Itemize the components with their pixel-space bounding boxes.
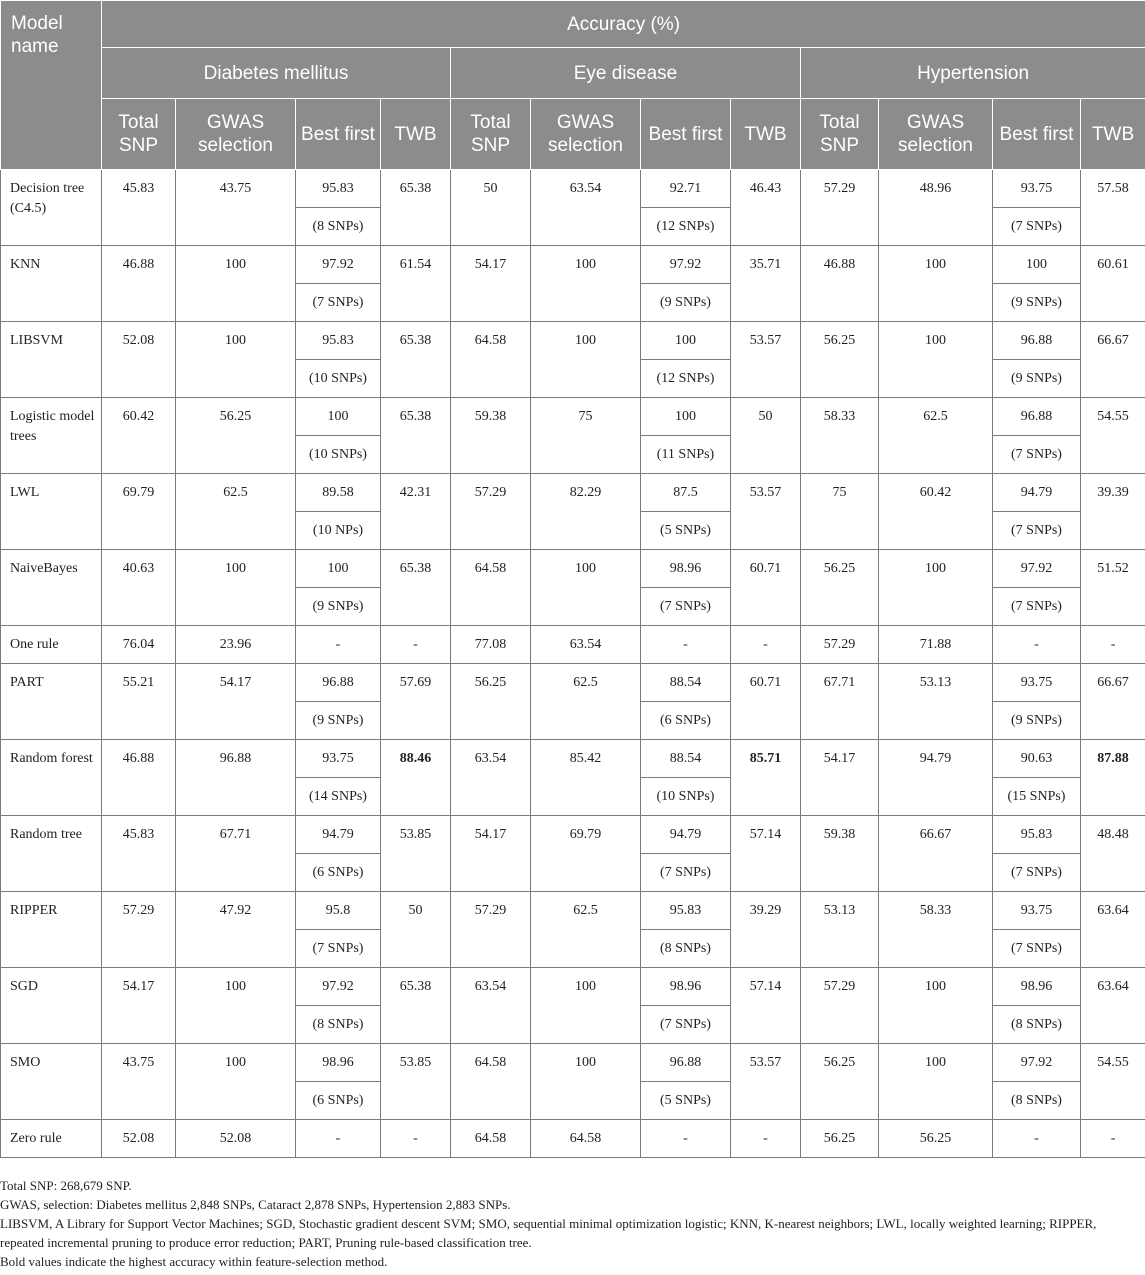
cell-dm-best-first: 89.58 <box>296 474 381 512</box>
model-name-cell: Decision tree (C4.5) <box>1 170 102 246</box>
col-best-first: Best first <box>993 99 1081 170</box>
table-row <box>1 892 1145 930</box>
cell-eye-best-first: 97.92 <box>641 246 731 284</box>
cell-ht-total-snp: 75 <box>801 474 879 550</box>
cell-dm-gwas-selection: 56.25 <box>176 398 296 474</box>
cell-eye-total-snp: 56.25 <box>451 664 531 740</box>
cell-ht-best-first: 93.75 <box>993 892 1081 930</box>
cell-dm-total-snp: 69.79 <box>102 474 176 550</box>
cell-eye-best-first: - <box>641 626 731 664</box>
cell-eye-total-snp: 64.58 <box>451 322 531 398</box>
cell-ht-gwas-selection: 56.25 <box>879 1120 993 1158</box>
cell-ht-twb: 60.61 <box>1081 246 1145 322</box>
cell-dm-best-first: 94.79 <box>296 816 381 854</box>
cell-eye-total-snp: 64.58 <box>451 1044 531 1120</box>
model-name-cell: Random forest <box>1 740 102 816</box>
cell-eye-best-first: 96.88 <box>641 1044 731 1082</box>
footnote-gwas: GWAS, selection: Diabetes mellitus 2,848 SNPs, Cataract 2,878 SNPs, Hypertension 2,883 SNPs. <box>0 1197 511 1212</box>
cell-dm-best-first-snps: (6 SNPs) <box>296 854 381 892</box>
cell-eye-best-first-snps: (11 SNPs) <box>641 436 731 474</box>
footnote-total-snp: Total SNP: 268,679 SNP. <box>0 1178 132 1193</box>
col-total-snp: Total SNP <box>102 99 176 170</box>
cell-eye-best-first: 92.71 <box>641 170 731 208</box>
cell-dm-best-first-snps: (10 SNPs) <box>296 436 381 474</box>
model-name-cell: LIBSVM <box>1 322 102 398</box>
cell-eye-total-snp: 64.58 <box>451 550 531 626</box>
table-row <box>1 968 1145 1006</box>
model-name-cell: One rule <box>1 626 102 664</box>
cell-ht-twb: 54.55 <box>1081 1044 1145 1120</box>
model-name-header: Model name <box>1 1 102 170</box>
cell-eye-gwas-selection: 100 <box>531 322 641 398</box>
footnote-abbreviations: LIBSVM, A Library for Support Vector Machines; SGD, Stochastic gradient descent SVM; SMO, sequential minimal optimization logistic; KNN, K-nearest neighbors; LWL, locally weighted learning; RIPPER, repeated incremental pruning to produce error reduction; PART, Pruning rule-based classification tree. <box>0 1216 1097 1250</box>
col-twb: TWB <box>1081 99 1145 170</box>
cell-ht-gwas-selection: 71.88 <box>879 626 993 664</box>
cell-eye-gwas-selection: 75 <box>531 398 641 474</box>
cell-ht-gwas-selection: 62.5 <box>879 398 993 474</box>
cell-eye-twb: 53.57 <box>731 322 801 398</box>
cell-eye-best-first-snps: (7 SNPs) <box>641 1006 731 1044</box>
cell-ht-twb: 66.67 <box>1081 322 1145 398</box>
table-header <box>1 1 1145 170</box>
cell-dm-total-snp: 46.88 <box>102 246 176 322</box>
cell-ht-total-snp: 54.17 <box>801 740 879 816</box>
cell-ht-gwas-selection: 100 <box>879 550 993 626</box>
col-total-snp: Total SNP <box>451 99 531 170</box>
cell-ht-total-snp: 56.25 <box>801 550 879 626</box>
cell-ht-twb: 54.55 <box>1081 398 1145 474</box>
cell-eye-best-first: 87.5 <box>641 474 731 512</box>
cell-ht-best-first-snps: (7 SNPs) <box>993 208 1081 246</box>
cell-ht-gwas-selection: 53.13 <box>879 664 993 740</box>
table-row <box>1 740 1145 778</box>
col-total-snp: Total SNP <box>801 99 879 170</box>
cell-ht-gwas-selection: 100 <box>879 246 993 322</box>
table-row <box>1 816 1145 854</box>
table-footnotes <box>0 1176 1138 1271</box>
cell-eye-total-snp: 63.54 <box>451 740 531 816</box>
cell-ht-best-first-snps: (8 SNPs) <box>993 1082 1081 1120</box>
cell-eye-total-snp: 54.17 <box>451 816 531 892</box>
cell-ht-best-first: - <box>993 626 1081 664</box>
cell-dm-gwas-selection: 96.88 <box>176 740 296 816</box>
cell-eye-best-first-snps: (7 SNPs) <box>641 588 731 626</box>
cell-ht-best-first: - <box>993 1120 1081 1158</box>
cell-eye-best-first-snps: (12 SNPs) <box>641 360 731 398</box>
cell-dm-best-first-snps: (8 SNPs) <box>296 1006 381 1044</box>
cell-ht-best-first: 98.96 <box>993 968 1081 1006</box>
cell-eye-twb: 39.29 <box>731 892 801 968</box>
col-twb: TWB <box>731 99 801 170</box>
footnote-bold: Bold values indicate the highest accuracy within feature-selection method. <box>0 1254 388 1269</box>
cell-eye-twb: 35.71 <box>731 246 801 322</box>
table-row <box>1 322 1145 360</box>
cell-eye-total-snp: 57.29 <box>451 892 531 968</box>
cell-dm-twb: 53.85 <box>381 816 451 892</box>
cell-dm-best-first: - <box>296 626 381 664</box>
cell-ht-best-first: 97.92 <box>993 550 1081 588</box>
col-best-first: Best first <box>296 99 381 170</box>
model-name-cell: NaiveBayes <box>1 550 102 626</box>
table-row <box>1 1120 1145 1158</box>
cell-eye-best-first: 98.96 <box>641 968 731 1006</box>
cell-ht-best-first-snps: (9 SNPs) <box>993 702 1081 740</box>
cell-dm-twb: - <box>381 1120 451 1158</box>
cell-dm-twb: 61.54 <box>381 246 451 322</box>
cell-eye-twb: 50 <box>731 398 801 474</box>
model-name-cell: Zero rule <box>1 1120 102 1158</box>
cell-ht-gwas-selection: 100 <box>879 968 993 1044</box>
cell-ht-twb: 63.64 <box>1081 968 1145 1044</box>
cell-dm-total-snp: 45.83 <box>102 170 176 246</box>
cell-ht-best-first: 94.79 <box>993 474 1081 512</box>
cell-ht-best-first: 96.88 <box>993 322 1081 360</box>
cell-dm-gwas-selection: 100 <box>176 550 296 626</box>
cell-eye-total-snp: 63.54 <box>451 968 531 1044</box>
cell-dm-best-first: 98.96 <box>296 1044 381 1082</box>
model-name-cell: PART <box>1 664 102 740</box>
cell-dm-twb: 50 <box>381 892 451 968</box>
group-header-eye-disease: Eye disease <box>451 48 801 99</box>
cell-dm-total-snp: 57.29 <box>102 892 176 968</box>
model-name-cell: LWL <box>1 474 102 550</box>
cell-eye-gwas-selection: 64.58 <box>531 1120 641 1158</box>
cell-dm-total-snp: 60.42 <box>102 398 176 474</box>
cell-eye-twb: 60.71 <box>731 550 801 626</box>
cell-dm-twb: 65.38 <box>381 170 451 246</box>
cell-dm-twb: 57.69 <box>381 664 451 740</box>
table-row <box>1 550 1145 588</box>
cell-ht-twb: 87.88 <box>1081 740 1145 816</box>
col-gwas-selection: GWAS selection <box>879 99 993 170</box>
cell-eye-best-first-snps: (8 SNPs) <box>641 930 731 968</box>
cell-dm-best-first: 100 <box>296 398 381 436</box>
col-gwas-selection: GWAS selection <box>176 99 296 170</box>
cell-eye-gwas-selection: 100 <box>531 1044 641 1120</box>
cell-eye-gwas-selection: 100 <box>531 550 641 626</box>
cell-dm-gwas-selection: 67.71 <box>176 816 296 892</box>
cell-dm-best-first-snps: (7 SNPs) <box>296 930 381 968</box>
cell-dm-gwas-selection: 100 <box>176 322 296 398</box>
cell-dm-best-first-snps: (10 NPs) <box>296 512 381 550</box>
cell-ht-total-snp: 57.29 <box>801 170 879 246</box>
cell-ht-best-first: 97.92 <box>993 1044 1081 1082</box>
cell-eye-best-first: 94.79 <box>641 816 731 854</box>
model-name-cell: Logistic model trees <box>1 398 102 474</box>
cell-dm-best-first-snps: (8 SNPs) <box>296 208 381 246</box>
table-row <box>1 246 1145 284</box>
cell-dm-gwas-selection: 100 <box>176 246 296 322</box>
cell-eye-gwas-selection: 69.79 <box>531 816 641 892</box>
cell-dm-best-first: 97.92 <box>296 968 381 1006</box>
cell-ht-total-snp: 67.71 <box>801 664 879 740</box>
cell-ht-gwas-selection: 100 <box>879 1044 993 1120</box>
cell-eye-best-first-snps: (12 SNPs) <box>641 208 731 246</box>
cell-dm-best-first: 97.92 <box>296 246 381 284</box>
cell-dm-twb: 65.38 <box>381 968 451 1044</box>
cell-ht-twb: - <box>1081 1120 1145 1158</box>
cell-eye-total-snp: 77.08 <box>451 626 531 664</box>
cell-dm-best-first-snps: (9 SNPs) <box>296 588 381 626</box>
cell-ht-best-first-snps: (9 SNPs) <box>993 360 1081 398</box>
cell-ht-best-first-snps: (7 SNPs) <box>993 588 1081 626</box>
cell-dm-gwas-selection: 62.5 <box>176 474 296 550</box>
cell-dm-best-first: 95.83 <box>296 322 381 360</box>
cell-eye-best-first-snps: (5 SNPs) <box>641 1082 731 1120</box>
cell-dm-best-first: 100 <box>296 550 381 588</box>
cell-dm-total-snp: 43.75 <box>102 1044 176 1120</box>
cell-ht-best-first-snps: (7 SNPs) <box>993 512 1081 550</box>
model-name-cell: Random tree <box>1 816 102 892</box>
cell-dm-total-snp: 76.04 <box>102 626 176 664</box>
table-row <box>1 664 1145 702</box>
cell-eye-total-snp: 50 <box>451 170 531 246</box>
cell-eye-gwas-selection: 63.54 <box>531 170 641 246</box>
cell-ht-total-snp: 56.25 <box>801 1120 879 1158</box>
cell-ht-total-snp: 58.33 <box>801 398 879 474</box>
cell-dm-total-snp: 52.08 <box>102 322 176 398</box>
cell-eye-best-first-snps: (6 SNPs) <box>641 702 731 740</box>
cell-eye-total-snp: 64.58 <box>451 1120 531 1158</box>
cell-dm-twb: 65.38 <box>381 550 451 626</box>
cell-ht-twb: 66.67 <box>1081 664 1145 740</box>
cell-eye-twb: 53.57 <box>731 1044 801 1120</box>
cell-dm-gwas-selection: 100 <box>176 968 296 1044</box>
cell-dm-gwas-selection: 43.75 <box>176 170 296 246</box>
model-name-cell: KNN <box>1 246 102 322</box>
cell-ht-total-snp: 46.88 <box>801 246 879 322</box>
table-row <box>1 626 1145 664</box>
cell-ht-gwas-selection: 48.96 <box>879 170 993 246</box>
cell-eye-twb: 60.71 <box>731 664 801 740</box>
cell-eye-twb: 57.14 <box>731 968 801 1044</box>
cell-eye-twb: 46.43 <box>731 170 801 246</box>
cell-ht-gwas-selection: 58.33 <box>879 892 993 968</box>
cell-ht-best-first: 93.75 <box>993 664 1081 702</box>
cell-ht-best-first-snps: (15 SNPs) <box>993 778 1081 816</box>
cell-ht-twb: - <box>1081 626 1145 664</box>
cell-ht-best-first-snps: (9 SNPs) <box>993 284 1081 322</box>
cell-dm-best-first: 95.8 <box>296 892 381 930</box>
cell-dm-twb: 88.46 <box>381 740 451 816</box>
cell-eye-total-snp: 59.38 <box>451 398 531 474</box>
cell-eye-gwas-selection: 85.42 <box>531 740 641 816</box>
cell-ht-total-snp: 57.29 <box>801 968 879 1044</box>
cell-dm-best-first-snps: (6 SNPs) <box>296 1082 381 1120</box>
table-row <box>1 474 1145 512</box>
cell-ht-best-first: 93.75 <box>993 170 1081 208</box>
cell-dm-gwas-selection: 52.08 <box>176 1120 296 1158</box>
cell-eye-total-snp: 57.29 <box>451 474 531 550</box>
cell-eye-best-first-snps: (9 SNPs) <box>641 284 731 322</box>
cell-ht-twb: 57.58 <box>1081 170 1145 246</box>
cell-eye-twb: - <box>731 1120 801 1158</box>
cell-eye-twb: 57.14 <box>731 816 801 892</box>
cell-dm-gwas-selection: 47.92 <box>176 892 296 968</box>
accuracy-header: Accuracy (%) <box>102 1 1145 48</box>
col-twb: TWB <box>381 99 451 170</box>
cell-ht-best-first: 95.83 <box>993 816 1081 854</box>
group-header-hypertension: Hypertension <box>801 48 1145 99</box>
cell-dm-best-first: - <box>296 1120 381 1158</box>
cell-dm-twb: 65.38 <box>381 322 451 398</box>
cell-ht-gwas-selection: 60.42 <box>879 474 993 550</box>
cell-dm-best-first: 95.83 <box>296 170 381 208</box>
cell-ht-total-snp: 59.38 <box>801 816 879 892</box>
cell-eye-best-first: 88.54 <box>641 740 731 778</box>
cell-dm-twb: 65.38 <box>381 398 451 474</box>
cell-dm-best-first-snps: (14 SNPs) <box>296 778 381 816</box>
cell-dm-best-first-snps: (7 SNPs) <box>296 284 381 322</box>
cell-eye-total-snp: 54.17 <box>451 246 531 322</box>
cell-eye-gwas-selection: 63.54 <box>531 626 641 664</box>
cell-ht-gwas-selection: 94.79 <box>879 740 993 816</box>
cell-ht-best-first: 100 <box>993 246 1081 284</box>
cell-eye-twb: 53.57 <box>731 474 801 550</box>
cell-eye-gwas-selection: 82.29 <box>531 474 641 550</box>
cell-dm-best-first: 96.88 <box>296 664 381 702</box>
cell-dm-total-snp: 54.17 <box>102 968 176 1044</box>
cell-ht-total-snp: 53.13 <box>801 892 879 968</box>
model-name-cell: RIPPER <box>1 892 102 968</box>
cell-dm-gwas-selection: 23.96 <box>176 626 296 664</box>
cell-ht-twb: 63.64 <box>1081 892 1145 968</box>
model-name-cell: SMO <box>1 1044 102 1120</box>
cell-eye-gwas-selection: 100 <box>531 246 641 322</box>
cell-dm-total-snp: 46.88 <box>102 740 176 816</box>
cell-eye-best-first-snps: (5 SNPs) <box>641 512 731 550</box>
table-row <box>1 1044 1145 1082</box>
cell-eye-twb: 85.71 <box>731 740 801 816</box>
cell-dm-twb: 42.31 <box>381 474 451 550</box>
cell-dm-total-snp: 55.21 <box>102 664 176 740</box>
cell-ht-best-first-snps: (8 SNPs) <box>993 1006 1081 1044</box>
cell-eye-best-first: - <box>641 1120 731 1158</box>
cell-ht-best-first-snps: (7 SNPs) <box>993 436 1081 474</box>
cell-dm-best-first-snps: (9 SNPs) <box>296 702 381 740</box>
cell-dm-total-snp: 40.63 <box>102 550 176 626</box>
cell-ht-best-first-snps: (7 SNPs) <box>993 930 1081 968</box>
cell-ht-twb: 48.48 <box>1081 816 1145 892</box>
cell-ht-best-first-snps: (7 SNPs) <box>993 854 1081 892</box>
cell-eye-best-first: 100 <box>641 322 731 360</box>
cell-dm-twb: - <box>381 626 451 664</box>
cell-dm-gwas-selection: 100 <box>176 1044 296 1120</box>
cell-ht-best-first: 96.88 <box>993 398 1081 436</box>
cell-dm-gwas-selection: 54.17 <box>176 664 296 740</box>
cell-eye-gwas-selection: 62.5 <box>531 892 641 968</box>
cell-ht-twb: 39.39 <box>1081 474 1145 550</box>
table-body <box>1 170 1145 1158</box>
cell-eye-best-first: 88.54 <box>641 664 731 702</box>
group-header-diabetes: Diabetes mellitus <box>102 48 451 99</box>
cell-eye-gwas-selection: 62.5 <box>531 664 641 740</box>
cell-ht-total-snp: 56.25 <box>801 1044 879 1120</box>
table-row <box>1 398 1145 436</box>
cell-eye-best-first: 98.96 <box>641 550 731 588</box>
cell-eye-gwas-selection: 100 <box>531 968 641 1044</box>
cell-ht-total-snp: 57.29 <box>801 626 879 664</box>
cell-ht-gwas-selection: 100 <box>879 322 993 398</box>
cell-eye-best-first-snps: (10 SNPs) <box>641 778 731 816</box>
cell-dm-total-snp: 45.83 <box>102 816 176 892</box>
cell-ht-best-first: 90.63 <box>993 740 1081 778</box>
cell-eye-best-first: 100 <box>641 398 731 436</box>
cell-eye-best-first: 95.83 <box>641 892 731 930</box>
table-row <box>1 170 1145 208</box>
cell-ht-twb: 51.52 <box>1081 550 1145 626</box>
cell-ht-gwas-selection: 66.67 <box>879 816 993 892</box>
cell-eye-twb: - <box>731 626 801 664</box>
col-gwas-selection: GWAS selection <box>531 99 641 170</box>
model-name-cell: SGD <box>1 968 102 1044</box>
cell-eye-best-first-snps: (7 SNPs) <box>641 854 731 892</box>
cell-ht-total-snp: 56.25 <box>801 322 879 398</box>
cell-dm-total-snp: 52.08 <box>102 1120 176 1158</box>
cell-dm-twb: 53.85 <box>381 1044 451 1120</box>
cell-dm-best-first-snps: (10 SNPs) <box>296 360 381 398</box>
cell-dm-best-first: 93.75 <box>296 740 381 778</box>
col-best-first: Best first <box>641 99 731 170</box>
